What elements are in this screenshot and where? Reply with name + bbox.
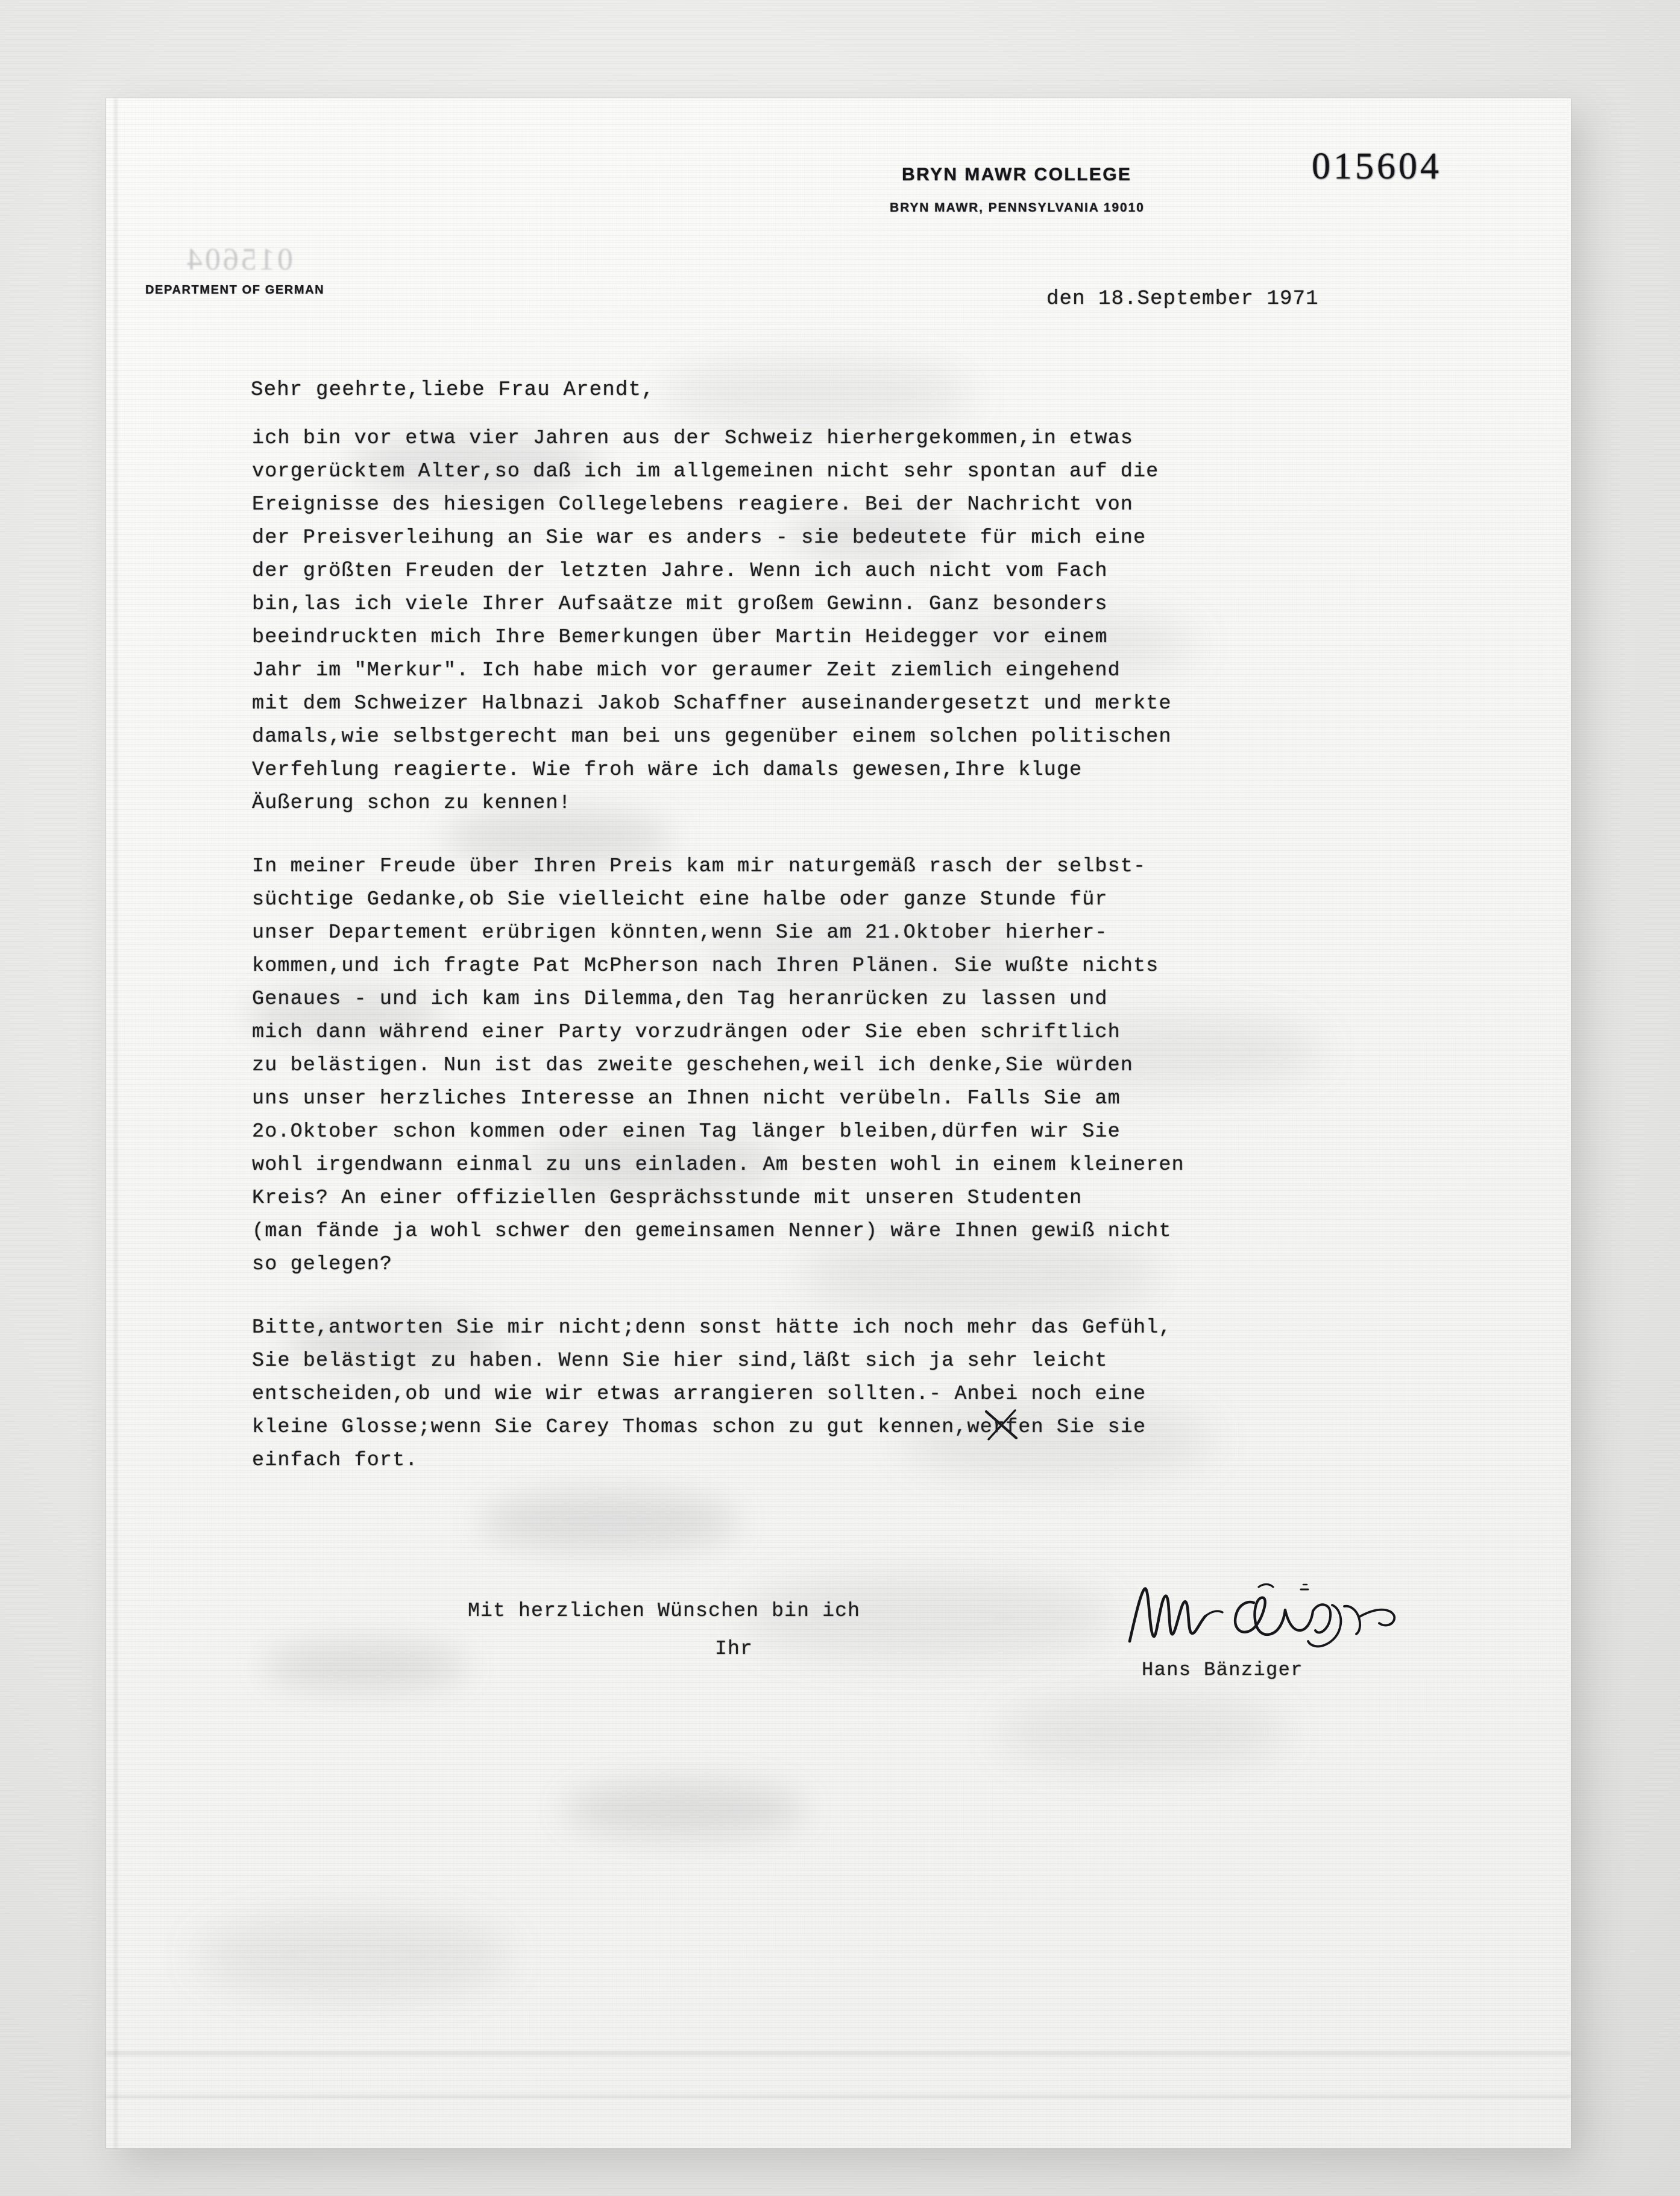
closing-line-1: Mit herzlichen Wünschen bin ich bbox=[468, 1600, 861, 1622]
body-line: In meiner Freude über Ihren Preis kam mir naturgemäß rasch der selbst- bbox=[252, 855, 1147, 878]
body-line: Äußerung schon zu kennen! bbox=[252, 792, 571, 815]
paper-sheet bbox=[106, 98, 1571, 2148]
body-line: wohl irgendwann einmal zu uns einladen. Am besten wohl in einem kleineren bbox=[252, 1153, 1184, 1176]
body-line: der größten Freuden der letzten Jahre. Wenn ich auch nicht vom Fach bbox=[252, 560, 1108, 582]
body-line: (man fände ja wohl schwer den gemeinsamen Nenner) wäre Ihnen gewiß nicht bbox=[252, 1220, 1172, 1243]
accession-number-bleedthrough: 015604 bbox=[184, 242, 293, 277]
letterhead-department: DEPARTMENT OF GERMAN bbox=[145, 283, 325, 297]
letterhead-institution: BRYN MAWR COLLEGE bbox=[902, 165, 1132, 185]
body-line: vorgerücktem Alter,so daß ich im allgemeinen nicht sehr spontan auf die bbox=[252, 460, 1159, 483]
body-line: Sie belästigt zu haben. Wenn Sie hier sind,läßt sich ja sehr leicht bbox=[252, 1349, 1108, 1372]
body-line: uns unser herzliches Interesse an Ihnen nicht verübeln. Falls Sie am bbox=[252, 1087, 1121, 1110]
body-line: Ereignisse des hiesigen Collegelebens reagiere. Bei der Nachricht von bbox=[252, 493, 1133, 516]
body-line: Verfehlung reagierte. Wie froh wäre ich damals gewesen,Ihre kluge bbox=[252, 759, 1083, 781]
stain bbox=[263, 1642, 468, 1690]
body-line: Bitte,antworten Sie mir nicht;denn sonst hätte ich noch mehr das Gefühl, bbox=[252, 1316, 1172, 1339]
body-line: mit dem Schweizer Halbnazi Jakob Schaffner auseinandergesetzt und merkte bbox=[252, 692, 1172, 715]
body-line: bin,las ich viele Ihrer Aufsaätze mit großem Gewinn. Ganz besonders bbox=[252, 593, 1108, 616]
paper-crease bbox=[106, 2095, 1571, 2098]
body-line: ich bin vor etwa vier Jahren aus der Schweiz hierhergekommen,in etwas bbox=[252, 427, 1133, 450]
letterhead-address: BRYN MAWR, PENNSYLVANIA 19010 bbox=[890, 201, 1145, 215]
body-line: Genaues - und ich kam ins Dilemma,den Tag heranrücken zu lassen und bbox=[252, 988, 1108, 1011]
signature-typed-name: Hans Bänziger bbox=[1142, 1659, 1303, 1681]
paper-crease bbox=[115, 98, 117, 2148]
body-line: so gelegen? bbox=[252, 1253, 393, 1276]
body-line: süchtige Gedanke,ob Sie vielleicht eine halbe oder ganze Stunde für bbox=[252, 888, 1108, 911]
stain bbox=[480, 1491, 739, 1551]
body-line: einfach fort. bbox=[252, 1449, 418, 1472]
body-line: 2o.Oktober schon kommen oder einen Tag länger bleiben,dürfen wir Sie bbox=[252, 1120, 1121, 1143]
body-line: der Preisverleihung an Sie war es anders - sie bedeutete für mich eine bbox=[252, 526, 1147, 549]
body-line: damals,wie selbstgerecht man bei uns gegenüber einem solchen politischen bbox=[252, 725, 1172, 748]
date-line: den 18.September 1971 bbox=[1046, 288, 1319, 311]
stain bbox=[661, 358, 974, 430]
body-line: entscheiden,ob und wie wir etwas arrangieren sollten.- Anbei noch eine bbox=[252, 1383, 1147, 1406]
stain bbox=[564, 1781, 805, 1838]
body-line: beeindruckten mich Ihre Bemerkungen über Martin Heidegger vor einem bbox=[252, 626, 1108, 649]
stain bbox=[799, 1232, 1161, 1316]
stain bbox=[197, 1913, 510, 1998]
body-line: kleine Glosse;wenn Sie Carey Thomas schon zu gut kennen,werfen Sie sie bbox=[252, 1416, 1147, 1439]
salutation-line: Sehr geehrte,liebe Frau Arendt, bbox=[251, 379, 655, 402]
paper-crease bbox=[106, 2052, 1571, 2055]
stain bbox=[902, 1401, 1215, 1479]
body-line: Kreis? An einer offiziellen Gesprächsstunde mit unseren Studenten bbox=[252, 1187, 1083, 1210]
stain bbox=[998, 1696, 1288, 1768]
body-line: mich dann während einer Party vorzudrängen oder Sie eben schriftlich bbox=[252, 1021, 1121, 1044]
body-line: zu belästigen. Nun ist das zweite geschehen,weil ich denke,Sie würden bbox=[252, 1054, 1133, 1077]
body-line: Jahr im "Merkur". Ich habe mich vor geraumer Zeit ziemlich eingehend bbox=[252, 659, 1121, 682]
body-line: kommen,und ich fragte Pat McPherson nach Ihren Plänen. Sie wußte nichts bbox=[252, 954, 1159, 977]
body-line: unser Departement erübrigen könnten,wenn Sie am 21.Oktober hierher- bbox=[252, 921, 1108, 944]
accession-number-stamp: 015604 bbox=[1312, 146, 1442, 187]
closing-line-2: Ihr bbox=[715, 1638, 753, 1660]
